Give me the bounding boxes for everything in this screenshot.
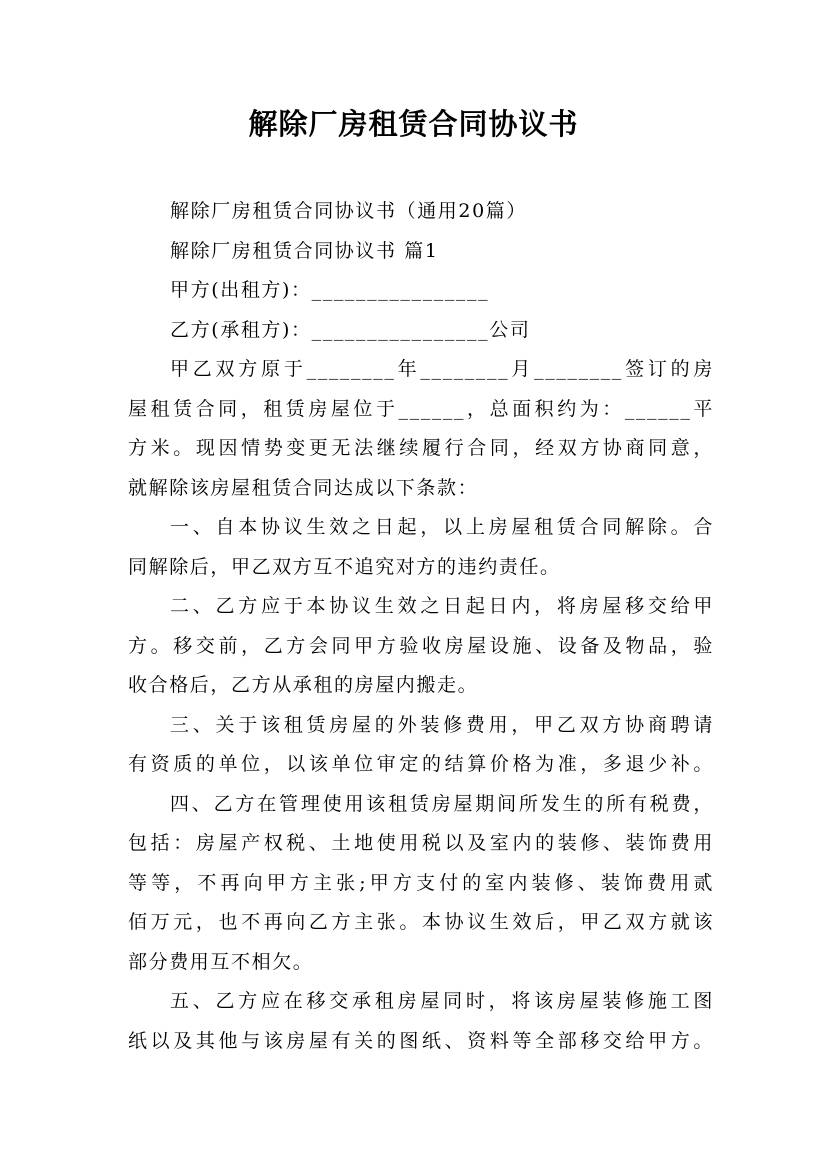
party-a-line: 甲方(出租方)：________________ xyxy=(170,279,490,301)
section-heading: 解除厂房租赁合同协议书 篇1 xyxy=(170,239,439,262)
clause-4-line: 部分费用互不相欠。 xyxy=(128,950,314,973)
clause-4-line: 包括：房屋产权税、土地使用税以及室内的装修、装饰费用 xyxy=(128,832,714,854)
paragraph-line: 甲乙双方原于________年________月________签订的房 xyxy=(170,358,714,380)
clause-3-line: 三、关于该租赁房屋的外装修费用，甲乙双方协商聘请 xyxy=(170,713,714,736)
clause-5-line: 五、乙方应在移交承租房屋同时，将该房屋装修施工图 xyxy=(170,990,714,1012)
paragraph-line: 方米。现因情势变更无法继续履行合同，经双方协商同意， xyxy=(128,437,714,459)
document-body xyxy=(128,192,714,1061)
clause-1-line: 一、自本协议生效之日起，以上房屋租赁合同解除。合 xyxy=(170,516,714,538)
clause-2-line: 方。移交前，乙方会同甲方验收房屋设施、设备及物品，验 xyxy=(128,634,714,657)
clause-2-line: 收合格后，乙方从承租的房屋内搬走。 xyxy=(128,674,479,696)
clause-2-line: 二、乙方应于本协议生效之日起日内，将房屋移交给甲 xyxy=(170,595,714,617)
clause-4-line: 佰万元，也不再向乙方主张。本协议生效后，甲乙双方就该 xyxy=(128,911,714,933)
clause-3-line: 有资质的单位，以该单位审定的结算价格为准，多退少补。 xyxy=(128,753,714,775)
clause-1-line: 同解除后，甲乙双方互不追究对方的违约责任。 xyxy=(128,555,561,578)
paragraph-line: 屋租赁合同，租赁房屋位于______，总面积约为：______平 xyxy=(128,397,714,420)
document-title: 解除厂房租赁合同协议书 xyxy=(248,107,579,141)
paragraph-line: 就解除该房屋租赁合同达成以下条款： xyxy=(128,476,479,499)
clause-5-line: 纸以及其他与该房屋有关的图纸、资料等全部移交给甲方。 xyxy=(128,1029,714,1052)
clause-4-line: 等等，不再向甲方主张;甲方支付的室内装修、装饰费用贰 xyxy=(128,871,714,894)
party-b-line: 乙方(承租方)：________________公司 xyxy=(170,318,531,341)
subtitle-line: 解除厂房租赁合同协议书（通用20篇） xyxy=(170,200,527,222)
clause-4-line: 四、乙方在管理使用该租赁房屋期间所发生的所有税费， xyxy=(170,792,714,815)
